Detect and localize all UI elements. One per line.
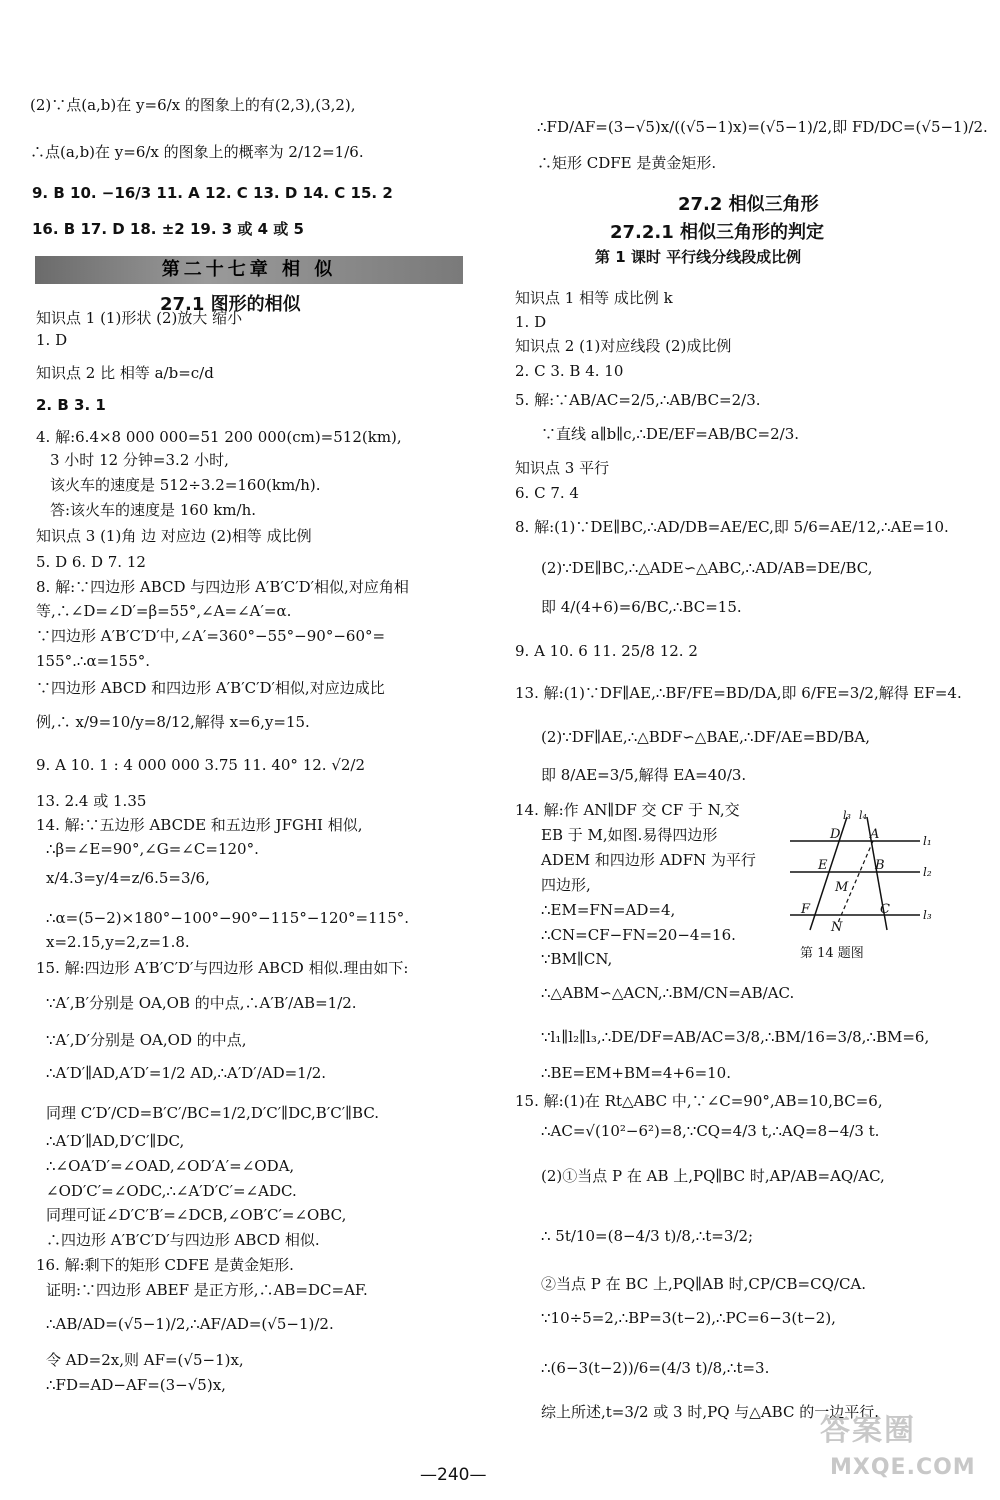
right-line: 14. 解:作 AN∥DF 交 CF 于 N,交 (515, 801, 740, 819)
right-line: EB 于 M,如图.易得四边形 (541, 826, 718, 844)
left-line: 9. A 10. 1 : 4 000 000 3.75 11. 40° 12. √2/2 (36, 756, 366, 774)
right-line: 9. A 10. 6 11. 25/8 12. 2 (515, 642, 698, 660)
left-line: 3 小时 12 分钟=3.2 小时, (50, 451, 229, 469)
left-line: 该火车的速度是 512÷3.2=160(km/h). (50, 476, 321, 494)
left-line: x/4.3=y/4=z/6.5=3/6, (46, 869, 210, 887)
left-line: 16. 解:剩下的矩形 CDFE 是黄金矩形. (36, 1256, 294, 1274)
left-line: ∴四边形 A′B′C′D′与四边形 ABCD 相似. (46, 1231, 320, 1249)
left-line: 1. D (36, 331, 68, 349)
right-line: 知识点 2 (1)对应线段 (2)成比例 (515, 337, 732, 355)
section-title-27-2-1: 27.2.1 相似三角形的判定 (610, 222, 825, 243)
left-line: 知识点 2 比 相等 a/b=c/d (36, 364, 214, 382)
right-line: ∵l₁∥l₂∥l₃,∴DE/DF=AB/AC=3/8,∴BM/16=3/8,∴BM=6, (541, 1028, 930, 1046)
right-line: 15. 解:(1)在 Rt△ABC 中,∵∠C=90°,AB=10,BC=6, (515, 1092, 883, 1110)
right-line: 四边形, (541, 876, 591, 894)
label-l3: l₃ (843, 809, 851, 822)
left-line: ∴A′D′∥AD,D′C′∥DC, (46, 1132, 185, 1150)
right-line: ∴BE=EM+BM=4+6=10. (541, 1064, 731, 1082)
right-line: 综上所述,t=3/2 或 3 时,PQ 与△ABC 的一边平行. (541, 1403, 879, 1421)
left-line: (2)∵点(a,b)在 y=6/x 的图象上的有(2,3),(3,2), (30, 96, 356, 114)
svg-text:l₂: l₂ (923, 865, 932, 879)
left-line: 知识点 3 (1)角 边 对应边 (2)相等 成比例 (36, 527, 312, 545)
left-line: 令 AD=2x,则 AF=(√5−1)x, (46, 1351, 244, 1369)
left-line: 4. 解:6.4×8 000 000=51 200 000(cm)=512(km), (36, 428, 402, 446)
right-line: 知识点 1 相等 成比例 k (515, 289, 673, 307)
right-line: (2)①当点 P 在 AB 上,PQ∥BC 时,AP/AB=AQ/AC, (541, 1167, 885, 1185)
left-line: ∵四边形 A′B′C′D′中,∠A′=360°−55°−90°−60°= (36, 627, 386, 645)
left-line: 同理可证∠D′C′B′=∠DCB,∠OB′C′=∠OBC, (46, 1206, 347, 1224)
left-line: ∴α=(5−2)×180°−100°−90°−115°−120°=115°. (46, 909, 410, 927)
left-line: ∴∠OA′D′=∠OAD,∠OD′A′=∠ODA, (46, 1157, 295, 1175)
right-line: ∴CN=CF−FN=20−4=16. (541, 926, 736, 944)
right-line: 即 4/(4+6)=6/BC,∴BC=15. (541, 598, 742, 616)
right-line: ∴ 5t/10=(8−4/3 t)/8,∴t=3/2; (541, 1227, 754, 1245)
right-line: ∴△ABM∽△ACN,∴BM/CN=AB/AC. (541, 984, 795, 1002)
right-line: ∴矩形 CDFE 是黄金矩形. (537, 154, 717, 172)
left-line: ∴AB/AD=(√5−1)/2,∴AF/AD=(√5−1)/2. (46, 1315, 334, 1333)
right-line: (2)∵DE∥BC,∴△ADE∽△ABC,∴AD/AB=DE/BC, (541, 559, 873, 577)
right-line: 知识点 3 平行 (515, 459, 610, 477)
svg-text:l₃: l₃ (923, 908, 932, 922)
right-line: ∵10÷5=2,∴BP=3(t−2),∴PC=6−3(t−2), (541, 1309, 836, 1327)
left-line: 知识点 1 (1)形状 (2)放大 缩小 (36, 309, 243, 327)
right-line: 2. C 3. B 4. 10 (515, 362, 624, 380)
svg-text:l₁: l₁ (923, 834, 932, 848)
right-line: ∴EM=FN=AD=4, (541, 901, 676, 919)
svg-text:E: E (818, 858, 828, 873)
left-line: ∴FD=AD−AF=(3−√5)x, (46, 1376, 226, 1394)
watermark-logo: 答案圈 MXQE.COM (820, 1413, 976, 1480)
left-line: 等,∴∠D=∠D′=β=55°,∠A=∠A′=α. (36, 602, 292, 620)
left-line: 13. 2.4 或 1.35 (36, 792, 147, 810)
left-line: 同理 C′D′/CD=B′C′/BC=1/2,D′C′∥DC,B′C′∥BC. (46, 1104, 380, 1122)
svg-text:D: D (830, 827, 841, 842)
left-line: ∴β=∠E=90°,∠G=∠C=120°. (46, 840, 259, 858)
left-line: 证明:∵四边形 ABEF 是正方形,∴AB=DC=AF. (46, 1281, 368, 1299)
svg-text:A: A (870, 827, 880, 842)
right-line: ∵BM∥CN, (541, 950, 613, 968)
right-line: ∵直线 a∥b∥c,∴DE/EF=AB/BC=2/3. (541, 425, 800, 443)
left-line: 8. 解:∵四边形 ABCD 与四边形 A′B′C′D′相似,对应角相 (36, 578, 409, 596)
svg-text:F: F (801, 902, 811, 917)
svg-text:N: N (831, 920, 843, 935)
left-line: 例,∴ x/9=10/y=8/12,解得 x=6,y=15. (36, 713, 310, 731)
section-title-27-2: 27.2 相似三角形 (678, 194, 819, 215)
lesson-title: 第 1 课时 平行线分线段成比例 (595, 248, 802, 266)
right-line: ∴FD/AF=(3−√5)x/((√5−1)x)=(√5−1)/2,即 FD/DC=(√5−1)/2. (537, 118, 988, 136)
left-line: 15. 解:四边形 A′B′C′D′与四边形 ABCD 相似.理由如下: (36, 959, 409, 977)
right-line: ∴(6−3(t−2))/6=(4/3 t)/8,∴t=3. (541, 1359, 770, 1377)
right-line: 即 8/AE=3/5,解得 EA=40/3. (541, 766, 747, 784)
right-line: ∴AC=√(10²−6²)=8,∵CQ=4/3 t,∴AQ=8−4/3 t. (541, 1122, 880, 1140)
left-line: x=2.15,y=2,z=1.8. (46, 933, 190, 951)
right-line: 8. 解:(1)∵DE∥BC,∴AD/DB=AE/EC,即 5/6=AE/12,∴AE=10. (515, 518, 949, 536)
svg-text:C: C (880, 902, 890, 917)
left-line: 16. B 17. D 18. ±2 19. 3 或 4 或 5 (32, 220, 304, 238)
svg-text:M: M (835, 880, 849, 895)
left-line: ∴点(a,b)在 y=6/x 的图象上的概率为 2/12=1/6. (30, 143, 364, 161)
left-line: ∵A′,D′分别是 OA,OD 的中点, (46, 1031, 247, 1049)
left-line: 答:该火车的速度是 160 km/h. (50, 501, 257, 519)
chapter-title: 第二十七章 相 似 (35, 256, 463, 284)
left-line: ∠OD′C′=∠ODC,∴∠A′D′C′=∠ADC. (46, 1182, 297, 1200)
section-title-27-1: 27.1 图形的相似 (160, 294, 301, 315)
figure-caption: 第 14 题图 (800, 946, 864, 961)
label-l4: l₄ (859, 809, 867, 822)
left-line: ∵四边形 ABCD 和四边形 A′B′C′D′相似,对应边成比 (36, 679, 385, 697)
svg-text:B: B (875, 858, 885, 873)
right-line: ②当点 P 在 BC 上,PQ∥AB 时,CP/CB=CQ/CA. (541, 1275, 867, 1293)
right-line: (2)∵DF∥AE,∴△BDF∽△BAE,∴DF/AE=BD/BA, (541, 728, 871, 746)
left-line: 9. B 10. −16/3 11. A 12. C 13. D 14. C 15. 2 (32, 184, 393, 202)
left-line: 155°.∴α=155°. (36, 652, 151, 670)
right-line: 6. C 7. 4 (515, 484, 579, 502)
right-line: 13. 解:(1)∵DF∥AE,∴BF/FE=BD/DA,即 6/FE=3/2,解得 EF=4. (515, 684, 962, 702)
right-line: 1. D (515, 313, 547, 331)
page-number: —240— (420, 1465, 487, 1485)
right-line: 5. 解:∵AB/AC=2/5,∴AB/BC=2/3. (515, 391, 761, 409)
left-line: 14. 解:∵五边形 ABCDE 和五边形 JFGHI 相似, (36, 816, 363, 834)
left-line: 2. B 3. 1 (36, 396, 106, 414)
right-line: ADEM 和四边形 ADFN 为平行 (541, 851, 756, 869)
left-line: ∵A′,B′分别是 OA,OB 的中点,∴A′B′/AB=1/2. (46, 994, 357, 1012)
left-line: 5. D 6. D 7. 12 (36, 553, 146, 571)
left-line: ∴A′D′∥AD,A′D′=1/2 AD,∴A′D′/AD=1/2. (46, 1064, 327, 1082)
